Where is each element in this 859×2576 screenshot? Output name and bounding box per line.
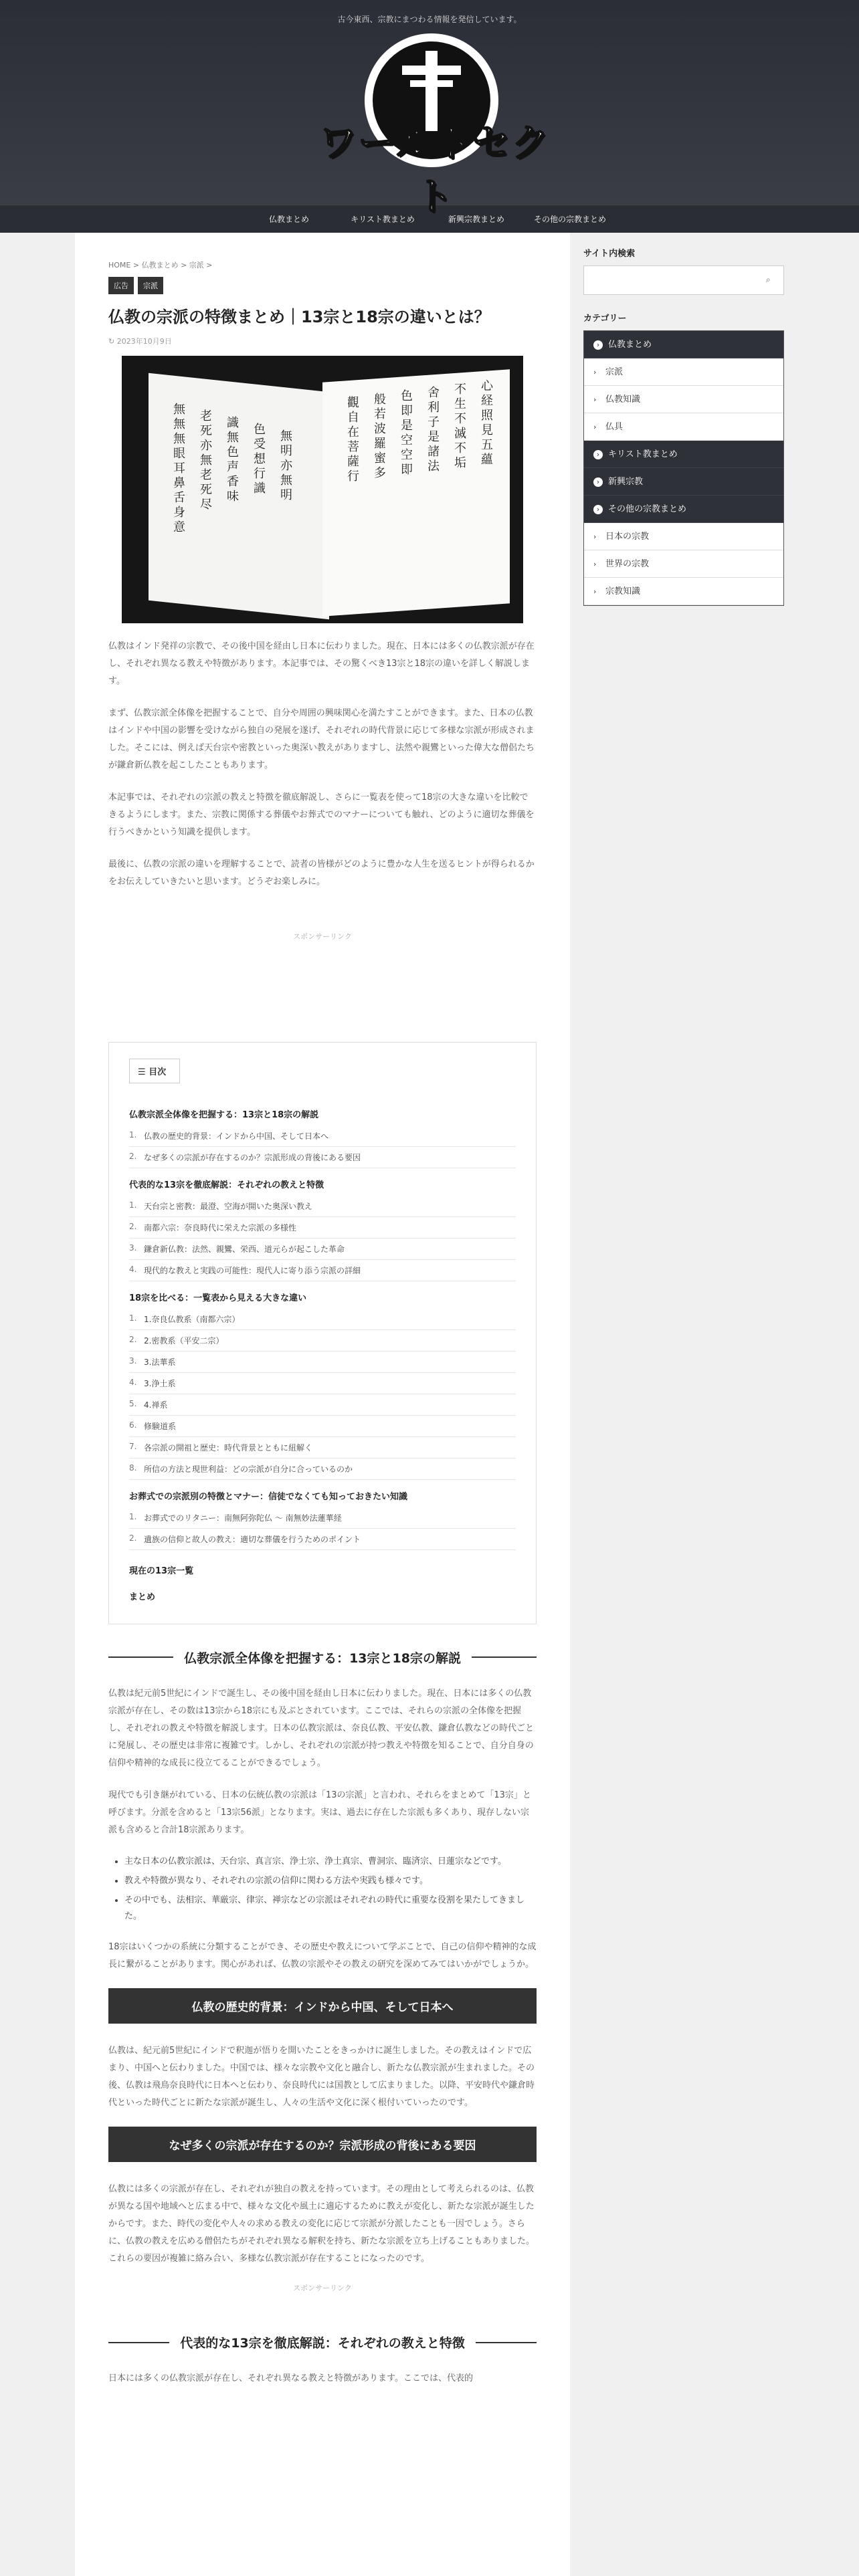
toc-heading[interactable]: お葬式での宗派別の特徴とマナー：信徒でなくても知っておきたい知識 (129, 1491, 408, 1502)
subsection-heading: なぜ多くの宗派が存在するのか？宗派形成の背後にある要因 (108, 2127, 537, 2162)
chevron-right-icon: › (593, 505, 603, 514)
category-tag-ad[interactable]: 広告 (108, 277, 134, 294)
page-title: 仏教の宗派の特徴まとめ｜13宗と18宗の違いとは？ (108, 308, 490, 326)
category-item[interactable]: › 仏教まとめ (584, 331, 783, 358)
body-paragraph: 仏教には多くの宗派が存在し、それぞれが独自の教えを持っています。その理由として考えられるのは、仏教が異なる国や地域へと広まる中で、様々な文化や風土に適応するために教えが変化し、新たな宗派が誕生したからです。また、時代の変化や人々の求める教えの変化に応じて宗派が分派したことも一因でしょう。さらに、仏教の教えを広める僧侶たちがそれぞれ異なる解釈を持ち、新たな宗派を立ち上げることもありました。これらの要因が複雑に絡み合い、多様な仏教宗派が存在することになったのです。 (108, 2184, 535, 2264)
list-item: • その中でも、法相宗、華厳宗、律宗、禅宗などの宗派はそれぞれの時代に重要な役割を果たしてきました。 (124, 1893, 537, 1924)
toc-item[interactable]: 3. 3.法華系 (129, 1352, 516, 1373)
toc-item[interactable]: 4. 3.浄土系 (129, 1373, 516, 1394)
search-icon[interactable]: ⌕ (766, 275, 771, 284)
toc-title[interactable]: ☰ 目次 (129, 1059, 180, 1083)
category-item[interactable]: › 仏教知識 (584, 386, 783, 413)
eyecatch-image: 無無無眼耳鼻舌身意 老死亦無老死尽 識無色声香味 色受想行識 無明亦無明 觀自在菩薩行 般若波羅蜜多 色即是空空即 舍利子是諸法 不生不滅不垢 心経照見五蘊 (122, 356, 523, 623)
category-item[interactable]: › 新興宗教 (584, 468, 783, 496)
body-paragraph: 仏教は紀元前5世紀にインドで誕生し、その後中国を経由し日本に伝わりました。現在、日本には多くの仏教宗派が存在し、その数は13宗から18宗にも及ぶとされています。ここでは、それらの宗派の全体像を把握し、それぞれの教えや特徴を解説します。日本の仏教宗派は、奈良仏教、平安仏教、鎌倉仏教などの時代ごとに発展し、その歴史は非常に複雑です。しかし、それぞれの宗派が持つ教えや特徴を知ることで、自分自身の信仰や精神的な成長に役立てることができるでしょう。 (108, 1688, 534, 1768)
toc-heading[interactable]: 代表的な13宗を徹底解説：それぞれの教えと特徴 (129, 1180, 324, 1190)
site-tagline: 古今東西、宗教にまつわる情報を発信しています。 (337, 15, 522, 24)
chevron-right-icon: › (593, 587, 597, 596)
toc-item[interactable]: 1. お葬式でのリタニー：南無阿弥陀仏 〜 南無妙法蓮華経 (129, 1507, 516, 1529)
intro-paragraph: 最後に、仏教の宗派の違いを理解することで、読者の皆様がどのように豊かな人生を送るヒントが得られるかをお伝えしていきたいと思います。どうぞお楽しみに。 (108, 859, 535, 887)
toc-heading[interactable]: 仏教宗派全体像を把握する：13宗と18宗の解説 (129, 1109, 319, 1120)
category-list (583, 330, 784, 606)
toc-item[interactable]: 6. 修験道系 (129, 1416, 516, 1437)
chevron-right-icon: › (593, 395, 597, 404)
category-item[interactable]: › 日本の宗教 (584, 523, 783, 550)
category-tag-sect[interactable]: 宗派 (138, 277, 163, 294)
table-of-contents (108, 1042, 537, 1624)
body-paragraph: 現代でも引き継がれている、日本の伝統仏教の宗派は「13の宗派」と言われ、それらをまとめて「13宗」と呼びます。分派を含めると「13宗56派」となります。実は、過去に存在した宗派も多くあり、現存しない宗派も含めると合計18宗派あります。 (108, 1790, 531, 1835)
category-item[interactable]: › キリスト教まとめ (584, 441, 783, 468)
list-item: • 教えや特徴が異なり、それぞれの宗派の信仰に関わる方法や実践も様々です。 (124, 1873, 537, 1889)
chevron-right-icon: › (593, 560, 597, 568)
category-item[interactable]: › 宗教知識 (584, 578, 783, 605)
chevron-right-icon: › (593, 477, 603, 487)
category-tags (108, 277, 537, 294)
body-paragraph: 18宗はいくつかの系統に分類することができ、その歴史や教えについて学ぶことで、自己の信仰や精神的な成長に繋がることがあります。関心があれば、仏教の宗派やその教えの研究を深めてみてはいかがでしょうか。 (108, 1942, 537, 1970)
main-content (75, 233, 570, 2576)
toc-item[interactable]: 1. 天台宗と密教：最澄、空海が開いた奥深い教え (129, 1196, 516, 1217)
sidebar (583, 233, 784, 2576)
toc-item[interactable]: 2. 遺族の信仰と故人の教え：適切な葬儀を行うためのポイント (129, 1529, 516, 1550)
toc-item[interactable]: 4. 現代的な教えと実践の可能性：現代人に寄り添う宗派の詳細 (129, 1260, 516, 1281)
toc-heading[interactable]: 現在の13宗一覧 (129, 1566, 194, 1576)
nav-item-buddhism[interactable]: 仏教まとめ (268, 215, 309, 224)
post-date: ↻ 2023年10月9日 (108, 336, 172, 346)
category-item[interactable]: › 宗派 (584, 358, 783, 386)
toc-heading[interactable]: まとめ (129, 1592, 156, 1602)
intro-paragraph: まず、仏教宗派全体像を把握することで、自分や周囲の興味関心を満たすことができます。また、日本の仏教はインドや中国の影響を受けながら独自の発展を遂げ、それぞれの時代背景に応じて多様な宗派が形成されました。そこには、例えば天台宗や密教といった奥深い教えがありますし、法然や親鸞といった偉大な僧侶たちが鎌倉新仏教を起こしたこともあります。 (108, 708, 535, 770)
site-header (0, 0, 859, 219)
category-item[interactable]: › 仏具 (584, 413, 783, 441)
search-input[interactable] (583, 265, 784, 295)
breadcrumb[interactable]: HOME > 仏教まとめ > 宗派 > (108, 261, 213, 270)
intro-paragraph: 仏教はインド発祥の宗教で、その後中国を経由し日本に伝わりました。現在、日本には多くの仏教宗派が存在し、それぞれ異なる教えや特徴があります。本記事では、その驚くべき13宗と18宗の違いを詳しく解説します。 (108, 641, 535, 686)
bullet-list (124, 1854, 537, 1925)
list-item: • 主な日本の仏教宗派は、天台宗、真言宗、浄土宗、浄土真宗、曹洞宗、臨済宗、日蓮宗などです。 (124, 1854, 537, 1869)
nav-item-new-religion[interactable]: 新興宗教まとめ (448, 215, 504, 224)
nav-item-christianity[interactable]: キリスト教まとめ (351, 215, 415, 224)
toc-item[interactable]: 7. 各宗派の開祖と歴史：時代背景とともに紐解く (129, 1437, 516, 1459)
chevron-right-icon: › (593, 450, 603, 459)
post-date-value: 2023年10月9日 (116, 336, 172, 346)
toc-item[interactable]: 2. なぜ多くの宗派が存在するのか？宗派形成の背後にある要因 (129, 1147, 516, 1168)
toc-item[interactable]: 3. 鎌倉新仏教：法然、親鸞、栄西、道元らが起こした革命 (129, 1239, 516, 1260)
category-widget-title: カテゴリー (583, 314, 627, 324)
chevron-right-icon: › (593, 532, 597, 541)
toc-item[interactable]: 5. 4.禅系 (129, 1394, 516, 1416)
toc-item[interactable]: 8. 所信の方法と現世利益：どの宗派が自分に合っているのか (129, 1459, 516, 1480)
sponsored-label: スポンサーリンク (293, 2284, 352, 2293)
category-item[interactable]: › 世界の宗教 (584, 550, 783, 578)
section-heading: 代表的な13宗を徹底解説：それぞれの教えと特徴 (108, 2333, 537, 2351)
search-widget-title: サイト内検索 (583, 249, 636, 259)
body-paragraph: 仏教は、紀元前5世紀にインドで釈迦が悟りを開いたことをきっかけに誕生しました。その教えはインドで広まり、中国へと伝わりました。中国では、様々な宗教や文化と融合し、新たな仏教宗派が生まれました。その後、仏教は飛鳥奈良時代に日本へと伝わり、奈良時代には国教として広まりました。以降、平安時代や鎌倉時代といった時代ごとに新たな宗派が誕生し、人々の生活や文化に深く根付いていったのです。 (108, 2046, 535, 2109)
subsection-heading: 仏教の歴史的背景：インドから中国、そして日本へ (108, 1988, 537, 2024)
toc-item[interactable]: 2. 2.密教系（平安二宗） (129, 1330, 516, 1352)
sponsored-label: スポンサーリンク (293, 932, 352, 941)
toc-item[interactable]: 1. 仏教の歴史的背景：インドから中国、そして日本へ (129, 1125, 516, 1147)
intro-paragraph: 本記事では、それぞれの宗派の教えと特徴を徹底解説し、さらに一覧表を使って18宗の大きな違いを比較できるようにします。また、宗教に関係する葬儀やお葬式でのマナーについても触れ、どのように適切な葬儀を行うべきかという知識を提供します。 (108, 792, 535, 837)
section-heading: 仏教宗派全体像を把握する：13宗と18宗の解説 (108, 1648, 537, 1667)
chevron-right-icon: › (593, 368, 597, 377)
site-logo[interactable] (308, 33, 562, 219)
toc-item[interactable]: 1. 1.奈良仏教系（南都六宗） (129, 1309, 516, 1330)
logo-text: ワールドセクト (319, 122, 551, 219)
category-item[interactable]: › その他の宗教まとめ (584, 496, 783, 523)
toc-item[interactable]: 2. 南都六宗：奈良時代に栄えた宗派の多様性 (129, 1217, 516, 1239)
chevron-right-icon: › (593, 340, 603, 350)
body-paragraph: 日本には多くの仏教宗派が存在し、それぞれ異なる教えと特徴があります。ここでは、代表的 (108, 2373, 473, 2384)
list-icon: ☰ (138, 1067, 149, 1077)
nav-item-other-religion[interactable]: その他の宗教まとめ (533, 215, 606, 224)
chevron-right-icon: › (593, 423, 597, 431)
toc-heading[interactable]: 18宗を比べる：一覧表から見える大きな違い (129, 1293, 307, 1303)
